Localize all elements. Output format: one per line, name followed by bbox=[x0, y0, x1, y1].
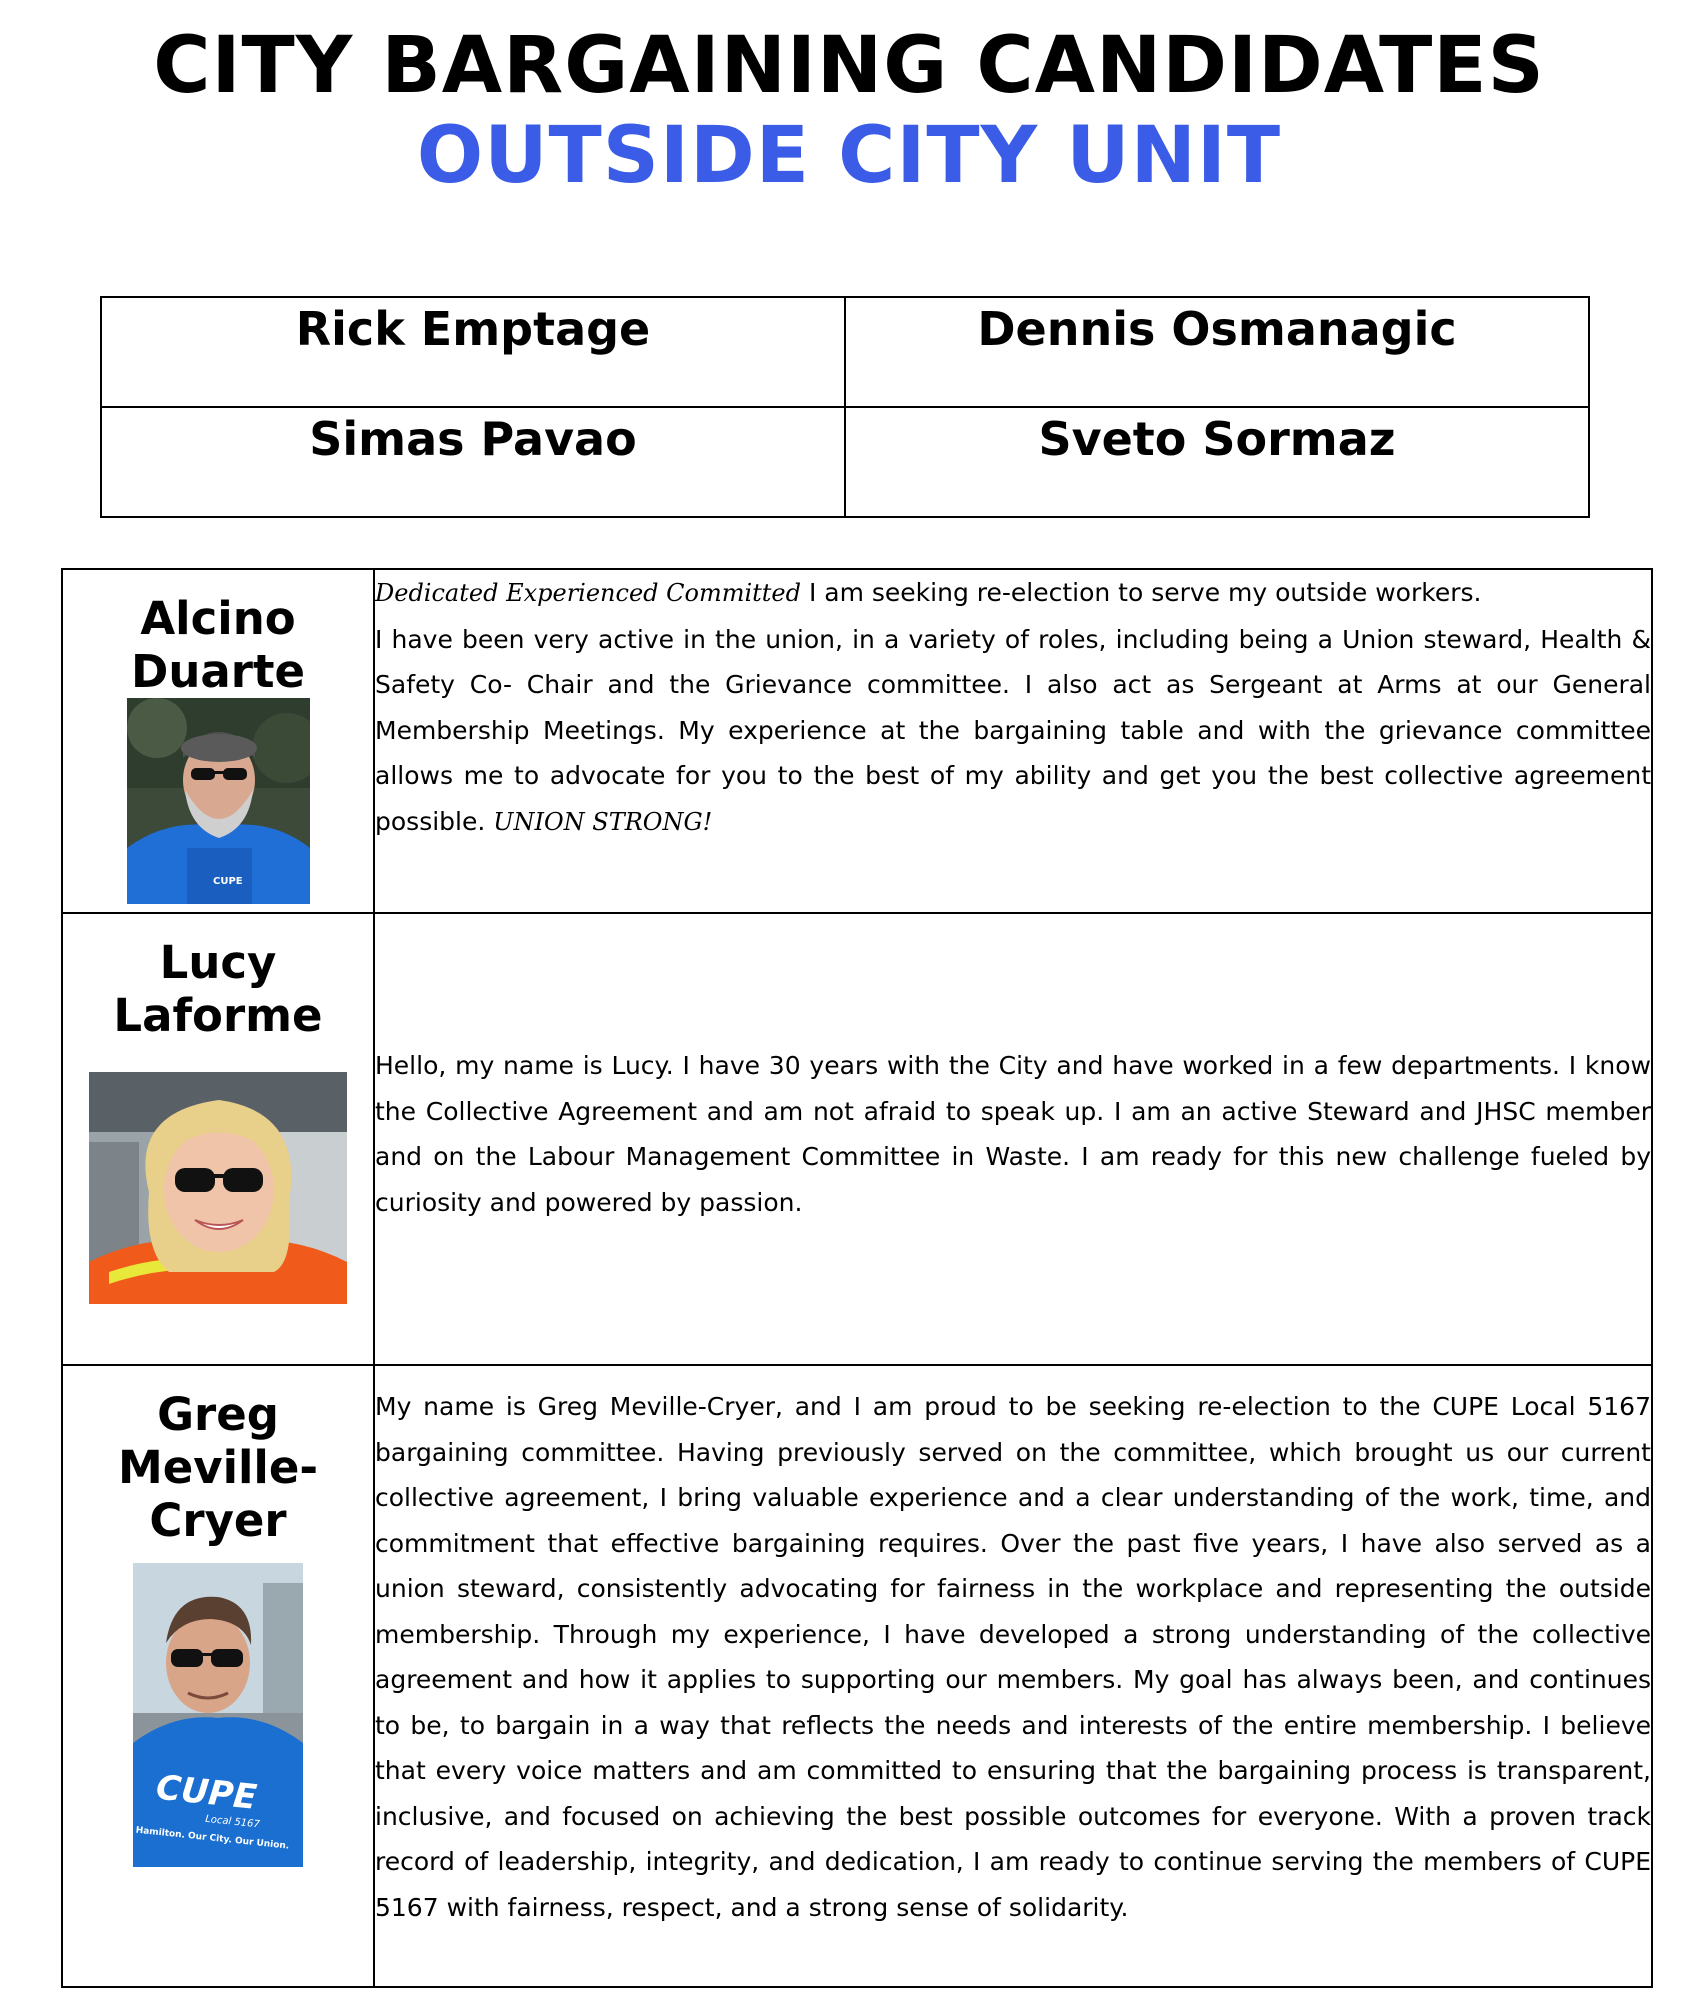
name-cell bbox=[845, 297, 1589, 407]
shirt-logo-text: CUPE bbox=[212, 876, 243, 887]
candidate-row-lucy-laforme bbox=[62, 913, 1652, 1365]
name-line: Duarte bbox=[131, 645, 305, 698]
bio-italic-tail: UNION STRONG! bbox=[493, 807, 713, 836]
candidate-bio-lead bbox=[375, 570, 1651, 617]
candidate-bio-cell bbox=[374, 1365, 1652, 1987]
candidate-bio-cell bbox=[374, 913, 1652, 1365]
candidate-name: Sveto Sormaz bbox=[1038, 412, 1396, 466]
name-line: Meville- bbox=[117, 1441, 319, 1494]
candidate-row-alcino-duarte bbox=[62, 569, 1652, 913]
candidate-name-cell bbox=[62, 913, 374, 1365]
bio-body-text: I have been very active in the union, in a variety of roles, including being a Union steward, Health & Safety Co- Chair and the Grievance committee. I also act as Sergeant at Arms at our General Membership Meetings. My experience at the bargaining table and with the grievance committee allows me to advocate for you to the best of my ability and get you the best collective agreement possible. bbox=[375, 624, 1651, 836]
candidate-name: Simas Pavao bbox=[309, 412, 637, 466]
shirt-logo-text: CUPE bbox=[154, 1767, 259, 1818]
candidate-profiles-table bbox=[61, 568, 1653, 1988]
candidate-photo-greg-meville-cryer bbox=[133, 1563, 303, 1867]
name-cell bbox=[845, 407, 1589, 517]
name-line: Laforme bbox=[113, 989, 323, 1042]
candidate-row-greg-meville-cryer bbox=[62, 1365, 1652, 1987]
name-cell bbox=[101, 407, 845, 517]
candidate-name bbox=[63, 1388, 373, 1547]
table-row bbox=[101, 407, 1589, 517]
candidate-name bbox=[63, 592, 373, 698]
table-row bbox=[101, 297, 1589, 407]
name-line: Lucy bbox=[159, 936, 277, 989]
candidate-name-cell bbox=[62, 1365, 374, 1987]
name-line: Cryer bbox=[149, 1494, 287, 1547]
candidate-names-table bbox=[100, 296, 1590, 518]
shirt-local-text: Local 5167 bbox=[204, 1813, 261, 1831]
page-title: CITY BARGAINING CANDIDATES bbox=[153, 21, 1545, 111]
candidate-photo-lucy-laforme bbox=[89, 1072, 347, 1304]
candidate-name: Rick Emptage bbox=[295, 302, 651, 356]
page-subtitle: OUTSIDE CITY UNIT bbox=[416, 111, 1282, 201]
candidate-bio bbox=[375, 617, 1651, 846]
shirt-slogan-text: Hamilton. Our City. Our Union. bbox=[135, 1825, 290, 1852]
candidate-name-cell bbox=[62, 569, 374, 913]
candidate-name bbox=[63, 936, 373, 1042]
name-line: Greg bbox=[157, 1388, 279, 1441]
bio-italic-lead: Dedicated Experienced Committed bbox=[375, 579, 801, 607]
candidate-bio: My name is Greg Meville-Cryer, and I am proud to be seeking re-election to the CUPE Local 5167 bargaining committee. Having previously served on the committee, which brought us our current collective agreement, I bring valuable experience and a clear understanding of the work, time, and commitment that effective bargaining requires. Over the past five years, I have also served as a union steward, consistently advocating for fairness in the workplace and representing the outside membership. Through my experience, I have developed a strong understanding of the collective agreement and how it applies to supporting our members. My goal has always been, and continues to be, to bargain in a way that reflects the needs and interests of the entire membership. I believe that every voice matters and am committed to ensuring that the bargaining process is transparent, inclusive, and focused on achieving the best possible outcomes for everyone. With a proven track record of leadership, integrity, and dedication, I am ready to continue serving the members of CUPE 5167 with fairness, respect, and a strong sense of solidarity. bbox=[375, 1392, 1651, 1922]
name-cell bbox=[101, 297, 845, 407]
name-line: Alcino bbox=[140, 592, 296, 645]
bio-lead-text: I am seeking re-election to serve my outside workers. bbox=[801, 578, 1482, 607]
candidate-name: Dennis Osmanagic bbox=[977, 302, 1457, 356]
candidate-bio: Hello, my name is Lucy. I have 30 years with the City and have worked in a few departments. I know the Collective Agreement and am not afraid to speak up. I am an active Steward and JHSC member and on the Labour Management Committee in Waste. I am ready for this new challenge fueled by curiosity and powered by passion. bbox=[375, 1051, 1651, 1217]
candidate-bio-cell bbox=[374, 569, 1652, 913]
candidate-photo-alcino-duarte bbox=[127, 698, 310, 904]
